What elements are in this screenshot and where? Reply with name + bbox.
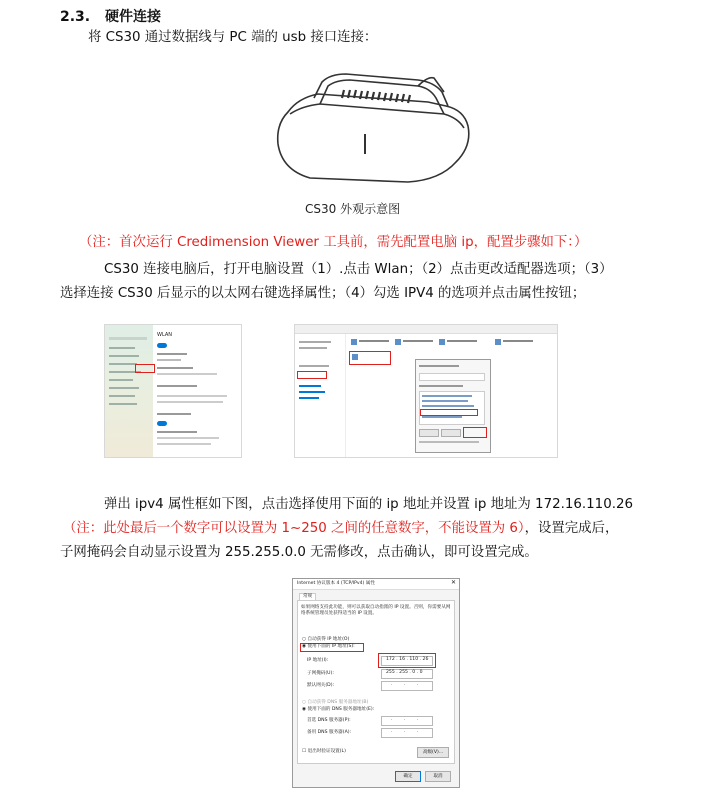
adapter-options-highlight [297, 371, 327, 379]
ip-line-3: 子网掩码会自动显示设置为 255.255.0.0 无需修改，点击确认，即可设置完成。 [60, 545, 538, 560]
section-heading [60, 6, 161, 26]
ipv4-highlight [420, 409, 478, 416]
ip-note-red: （注：此处最后一个数字可以设置为 1~250 之间的任意数字，不能设置为 6） [63, 521, 525, 536]
gateway-label: 默认网关(D): [307, 683, 335, 688]
ip-address-label: IP 地址(I): [307, 658, 329, 663]
config-note: （注：首次运行 Credimension Viewer 工具前，需先配置电脑 ip，配置步骤如下：） [79, 235, 588, 250]
settings-screenshot [104, 324, 242, 458]
steps-line-2: 选择连接 CS30 后显示的以太网右键选择属性；（4）勾选 IPV4 的选项并点击属性按钮； [60, 286, 586, 301]
advanced-button[interactable]: 高级(V)... [417, 747, 449, 758]
ip-address-value: 172 . 16 . 110 . 26 [386, 657, 429, 662]
settings-heading: WLAN [157, 332, 173, 338]
manual-dns-label: 使用下面的 DNS 服务器地址(E): [307, 707, 375, 712]
section-title: 硬件连接 [105, 9, 161, 25]
adapters-screenshot [294, 324, 558, 458]
manual-dns-radio[interactable]: ◉ 使用下面的 DNS 服务器地址(E): [302, 707, 375, 712]
dialog-desc-2: 络系统管理员处获得适当的 IP 设置。 [301, 611, 377, 616]
ipv4-properties-dialog [292, 578, 460, 788]
wlan-highlight [135, 364, 155, 373]
subnet-mask-value: 255 . 255 . 0 . 0 [386, 670, 423, 675]
dialog-desc-1: 如果网络支持此功能，则可以获取自动指派的 IP 设置。否则，你需要从网 [301, 605, 451, 610]
dns1-value: . . . [391, 717, 424, 722]
subnet-mask-label: 子网掩码(U): [307, 671, 334, 676]
gateway-value: . . . [391, 682, 424, 687]
auto-ip-label: 自动获得 IP 地址(O) [307, 637, 350, 642]
manual-ip-label: 使用下面的 IP 地址(S): [307, 644, 355, 649]
ok-button[interactable]: 确定 [395, 771, 421, 782]
ip-note-tail: ，设置完成后， [524, 521, 619, 536]
exit-validate-checkbox[interactable]: ☐ 退出时验证设置(L) [302, 749, 346, 754]
dns1-label: 首选 DNS 服务器(P): [307, 718, 351, 723]
steps-line-1: CS30 连接电脑后，打开电脑设置（1）.点击 Wlan；（2）点击更改适配器选项；（3） [104, 262, 613, 277]
manual-ip-radio[interactable]: ◉ 使用下面的 IP 地址(S): [302, 644, 355, 649]
ip-address-highlight [378, 653, 436, 668]
exit-validate-label: 退出时验证设置(L) [307, 749, 346, 754]
ip-line-2 [63, 519, 618, 539]
close-icon[interactable]: ✕ [451, 579, 457, 586]
ip-line-1: 弹出 ipv4 属性框如下图，点击选择使用下面的 ip 地址并设置 ip 地址为 172.16.110.26 [104, 497, 634, 512]
figure-caption: CS30 外观示意图 [305, 202, 401, 216]
intro-text: 将 CS30 通过数据线与 PC 端的 usb 接口连接： [88, 30, 378, 45]
dns2-value: . . . [391, 729, 424, 734]
auto-dns-radio[interactable]: ○ 自动获得 DNS 服务器地址(B) [302, 700, 369, 705]
dialog-title: Internet 协议版本 4 (TCP/IPv4) 属性 [297, 581, 375, 586]
auto-ip-radio[interactable]: ○ 自动获得 IP 地址(O) [302, 637, 350, 642]
cancel-button[interactable]: 取消 [425, 771, 451, 782]
auto-dns-label: 自动获得 DNS 服务器地址(B) [307, 700, 369, 705]
section-number: 2.3. [60, 9, 91, 25]
tab-general[interactable]: 常规 [299, 593, 316, 600]
cs30-device-illustration [258, 62, 478, 192]
properties-button-highlight [463, 427, 487, 438]
dns2-label: 备用 DNS 服务器(A): [307, 730, 352, 735]
